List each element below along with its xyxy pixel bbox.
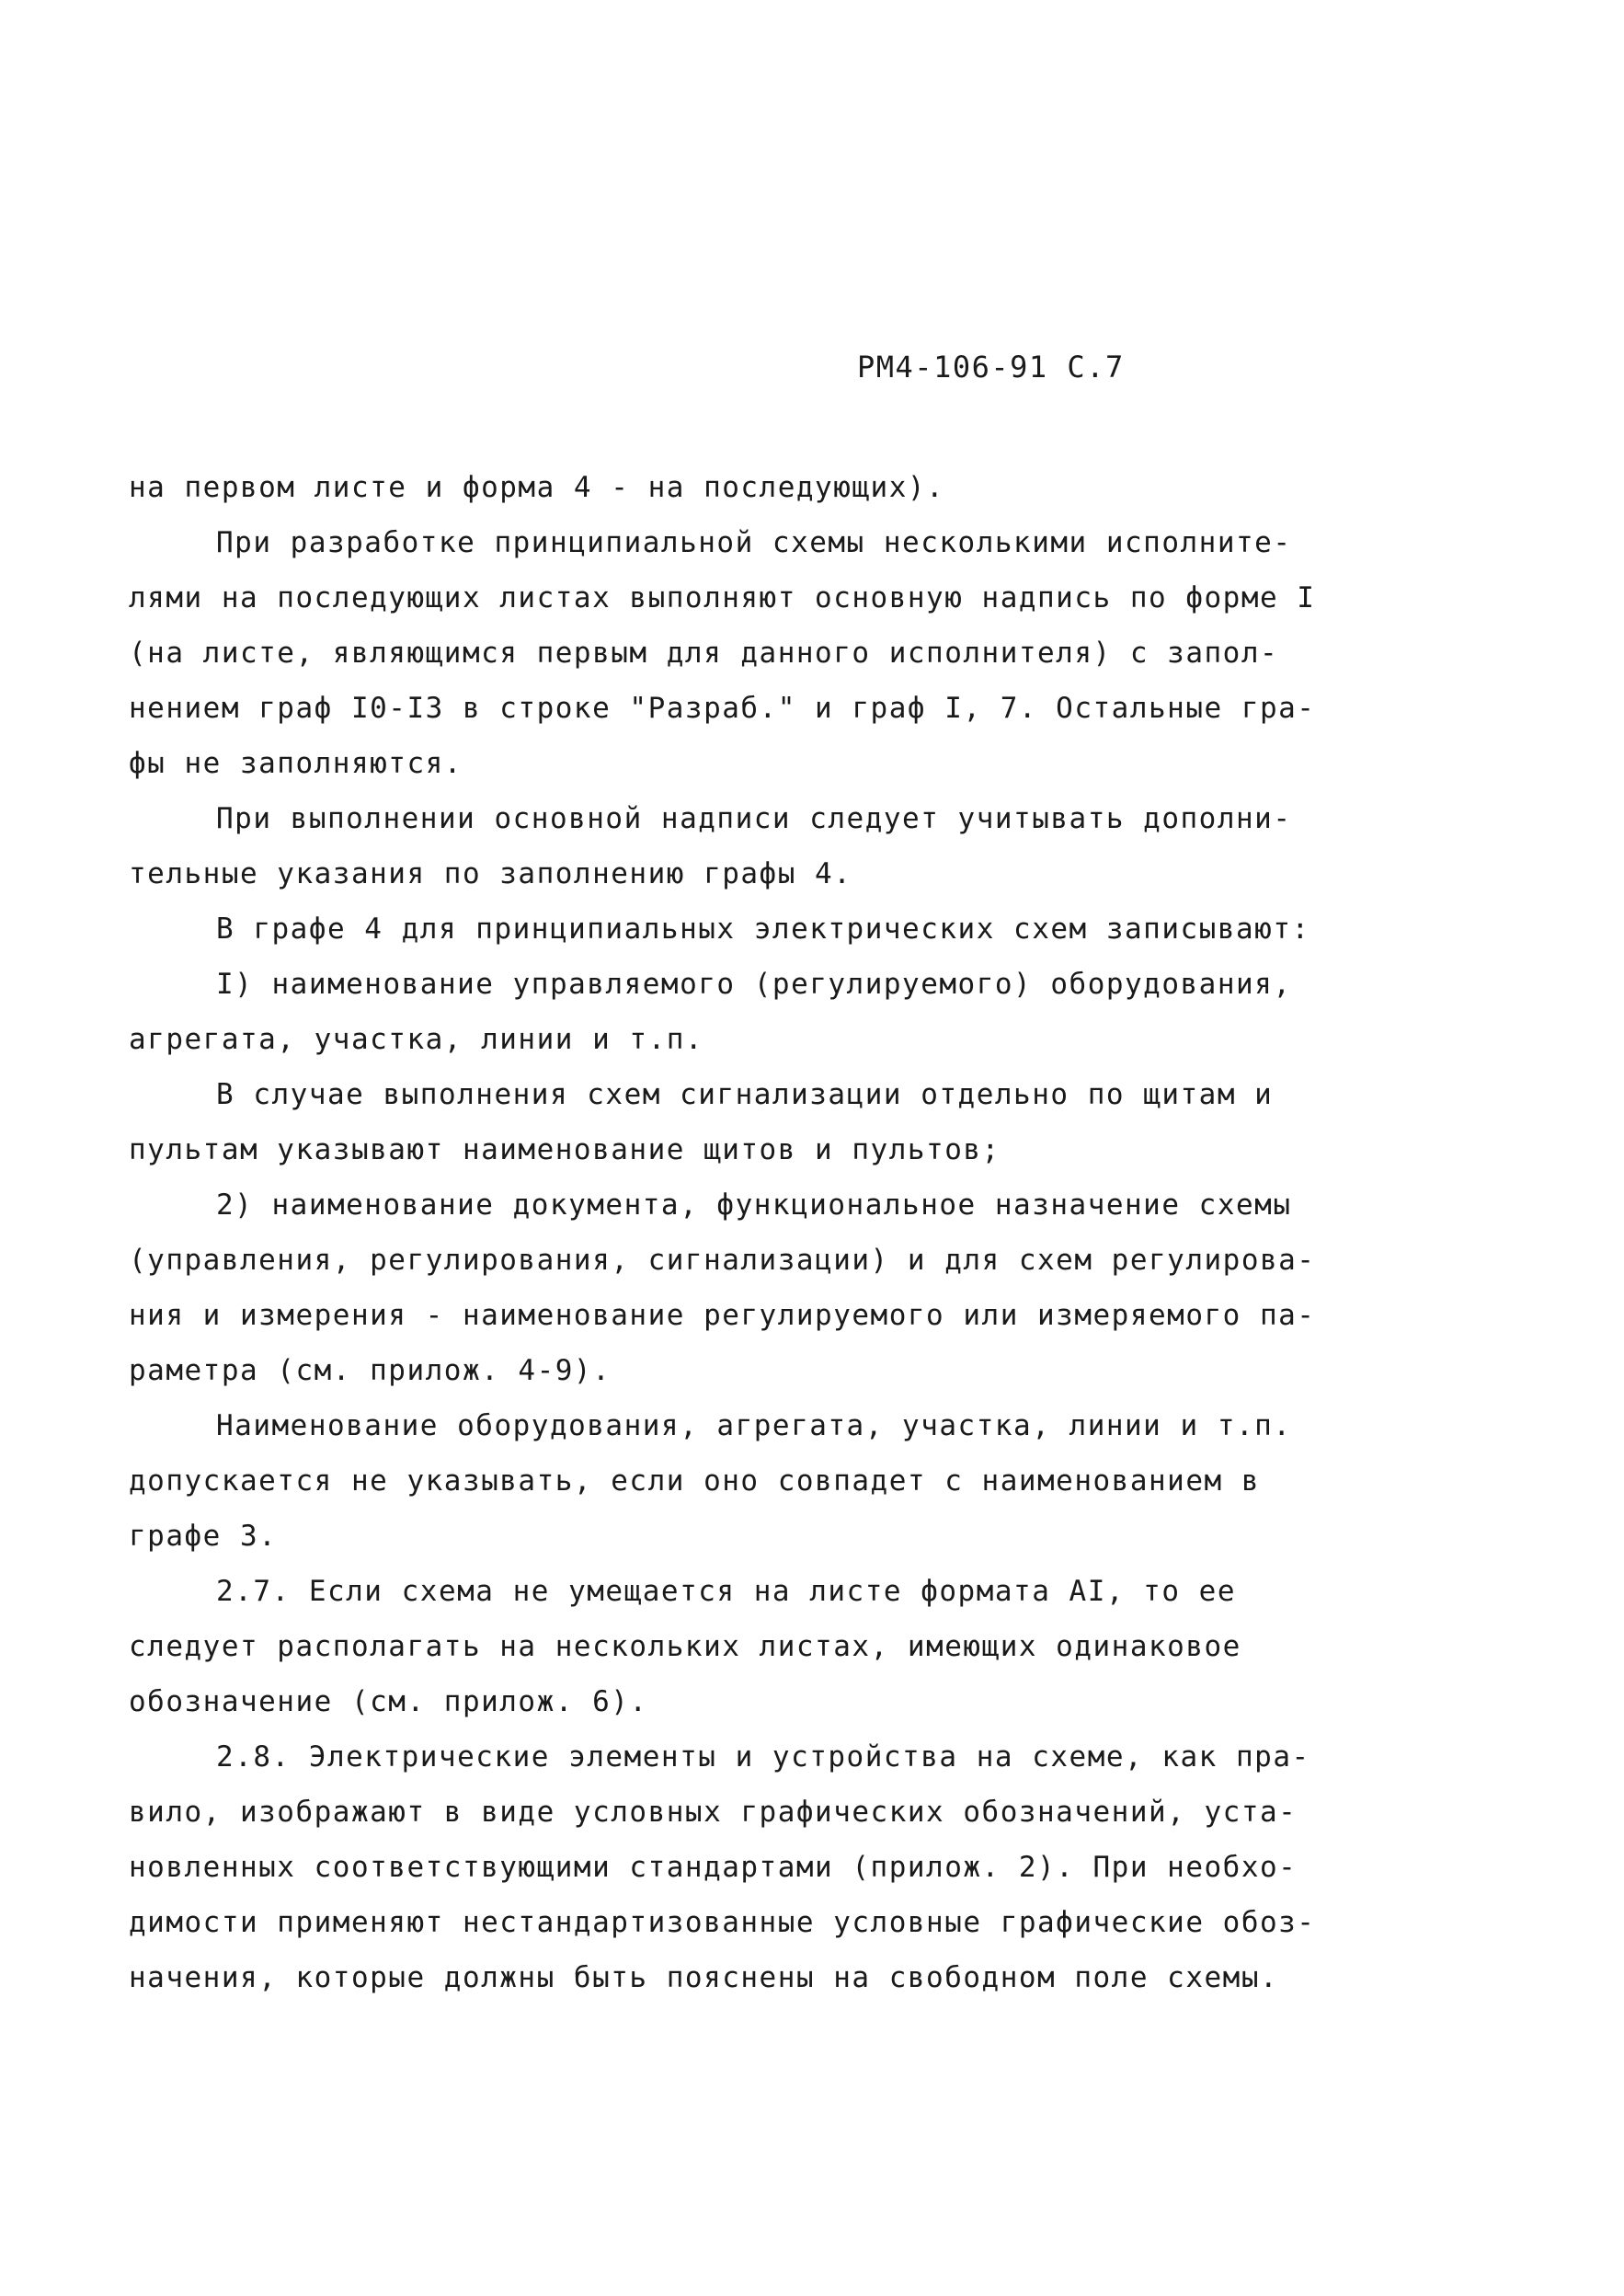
text-line: лями на последующих листах выполняют основную надпись по форме I	[129, 581, 1316, 614]
text-line: тельные указания по заполнению графы 4.	[129, 857, 852, 890]
text-line: (на листе, являющимся первым для данного исполнителя) с запол-	[129, 637, 1279, 670]
text-line: В графе 4 для принципиальных электрических схем записывают:	[216, 913, 1310, 946]
text-line: (управления, регулирования, сигнализации) и для схем регулирова-	[129, 1244, 1316, 1277]
text-line: ния и измерения - наименование регулируемого или измеряемого па-	[129, 1299, 1316, 1332]
text-line: При разработке принципиальной схемы несколькими исполните-	[216, 526, 1292, 559]
text-line: 2.8. Электрические элементы и устройства на схеме, как пра-	[216, 1740, 1310, 1774]
text-line: обозначение (см. прилож. 6).	[129, 1685, 648, 1718]
text-line: новленных соответствующими стандартами (прилож. 2). При необхо-	[129, 1851, 1298, 1884]
text-line: фы не заполняются.	[129, 747, 463, 780]
text-line: 2.7. Если схема не умещается на листе формата АI, то ее	[216, 1575, 1236, 1608]
text-line: I) наименование управляемого (регулируемого) оборудования,	[216, 968, 1292, 1001]
page-header-code: РМ4-106-91 С.7	[857, 350, 1125, 385]
text-line: графе 3.	[129, 1520, 278, 1553]
text-line: вило, изображают в виде условных графических обозначений, уста-	[129, 1796, 1298, 1829]
text-line: начения, которые должны быть пояснены на свободном поле схемы.	[129, 1961, 1279, 1994]
text-line: раметра (см. прилож. 4-9).	[129, 1354, 612, 1387]
text-line: агрегата, участка, линии и т.п.	[129, 1023, 704, 1056]
text-line: пультам указывают наименование щитов и пультов;	[129, 1133, 1001, 1166]
text-line: димости применяют нестандартизованные условные графические обоз-	[129, 1906, 1316, 1939]
body-text	[129, 460, 1316, 2005]
text-line: 2) наименование документа, функциональное назначение схемы	[216, 1188, 1292, 1222]
text-line: допускается не указывать, если оно совпадет с наименованием в	[129, 1464, 1260, 1498]
text-line: нением граф I0-I3 в строке "Разраб." и граф I, 7. Остальные гра-	[129, 692, 1316, 725]
text-line: Наименование оборудования, агрегата, участка, линии и т.п.	[216, 1409, 1292, 1442]
text-line: следует располагать на нескольких листах, имеющих одинаковое	[129, 1630, 1241, 1663]
text-line: При выполнении основной надписи следует учитывать дополни-	[216, 802, 1292, 835]
text-line: В случае выполнения схем сигнализации отдельно по щитам и	[216, 1078, 1274, 1111]
text-line: на первом листе и форма 4 - на последующих).	[129, 471, 945, 504]
